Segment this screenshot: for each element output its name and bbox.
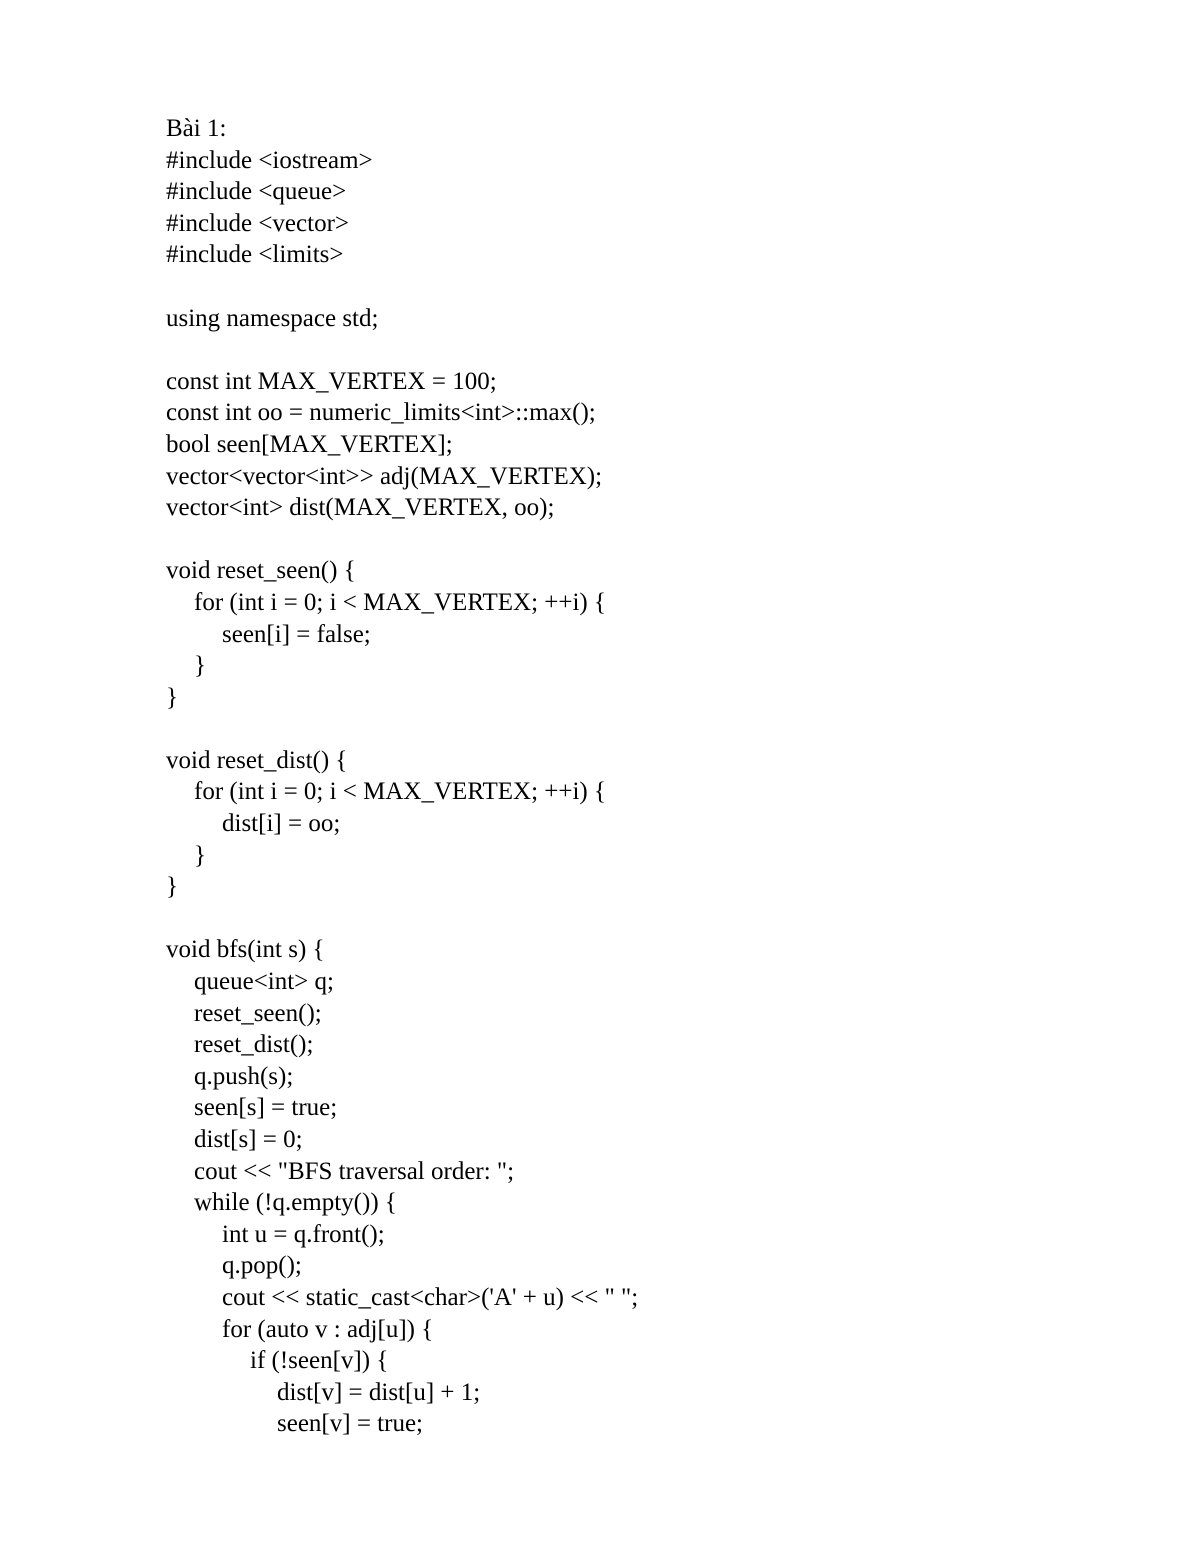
code-line: int u = q.front();	[222, 1220, 385, 1248]
code-line: dist[v] = dist[u] + 1;	[277, 1378, 481, 1406]
document-body	[166, 113, 1146, 1440]
code-line: q.pop();	[222, 1252, 302, 1280]
code-line: q.push(s);	[194, 1062, 294, 1090]
blank-line	[166, 271, 1146, 303]
code-line: reset_dist();	[194, 1031, 314, 1059]
code-line: }	[166, 683, 178, 711]
code-line: reset_seen();	[194, 999, 322, 1027]
code-line: dist[i] = oo;	[222, 810, 341, 838]
code-line: const int oo = numeric_limits<int>::max();	[166, 399, 596, 427]
code-line: for (int i = 0; i < MAX_VERTEX; ++i) {	[194, 778, 606, 806]
blank-line	[166, 713, 1146, 745]
code-line: #include <iostream>	[166, 146, 373, 174]
code-line: using namespace std;	[166, 304, 379, 332]
code-line: seen[s] = true;	[194, 1094, 338, 1122]
code-line: queue<int> q;	[194, 968, 334, 996]
code-line: cout << static_cast<char>('A' + u) << " ";	[222, 1283, 639, 1311]
code-line: seen[v] = true;	[277, 1410, 423, 1438]
code-line: seen[i] = false;	[222, 620, 371, 648]
code-line: }	[166, 873, 178, 901]
code-line: #include <vector>	[166, 209, 349, 237]
code-line: #include <queue>	[166, 178, 347, 206]
code-line: for (int i = 0; i < MAX_VERTEX; ++i) {	[194, 588, 606, 616]
blank-line	[166, 524, 1146, 556]
document-heading: Bài 1:	[166, 115, 227, 142]
code-line: const int MAX_VERTEX = 100;	[166, 367, 497, 395]
code-line: bool seen[MAX_VERTEX];	[166, 430, 453, 458]
code-line: #include <limits>	[166, 241, 344, 269]
code-line: }	[194, 652, 206, 680]
code-line: }	[194, 841, 206, 869]
code-line: void reset_dist() {	[166, 746, 348, 774]
code-line: vector<int> dist(MAX_VERTEX, oo);	[166, 494, 555, 522]
code-line: cout << "BFS traversal order: ";	[194, 1157, 515, 1185]
code-line: void reset_seen() {	[166, 557, 356, 585]
blank-line	[166, 334, 1146, 366]
code-line: for (auto v : adj[u]) {	[222, 1315, 434, 1343]
blank-line	[166, 903, 1146, 935]
code-line: void bfs(int s) {	[166, 936, 325, 964]
code-line: while (!q.empty()) {	[194, 1189, 397, 1217]
code-line: if (!seen[v]) {	[250, 1347, 389, 1375]
code-line: dist[s] = 0;	[194, 1126, 303, 1153]
code-line: vector<vector<int>> adj(MAX_VERTEX);	[166, 462, 603, 490]
